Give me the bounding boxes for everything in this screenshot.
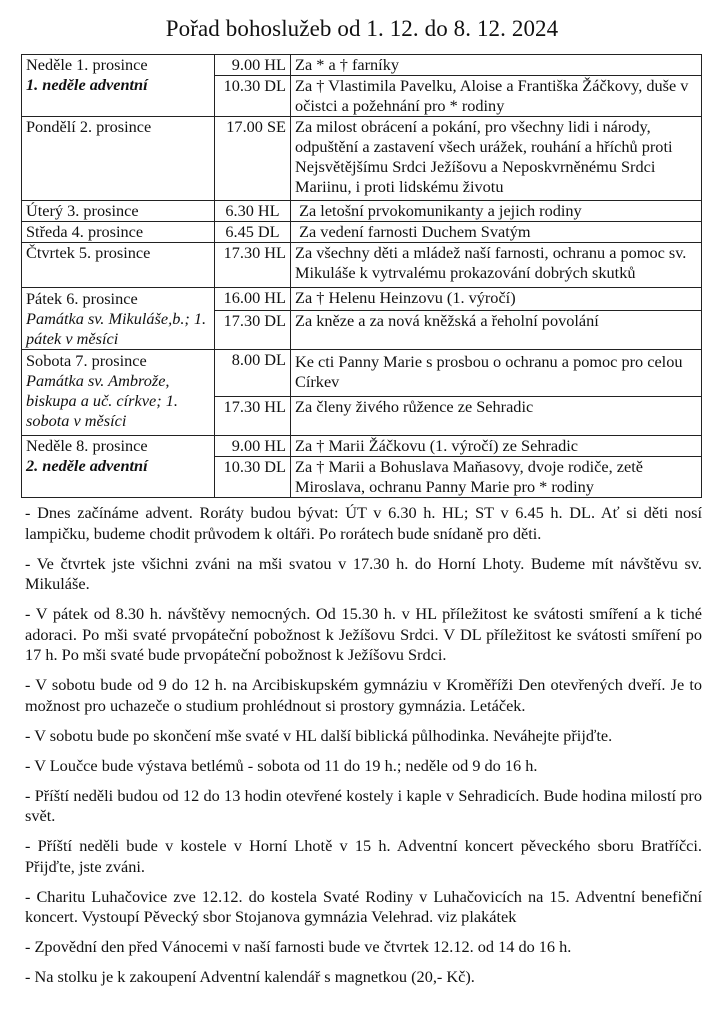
mass-intention: Za * a † farníky (291, 55, 702, 76)
mass-time: 9.00 HL (215, 436, 291, 457)
mass-time: 17.30 HL (215, 397, 291, 436)
mass-intention: Za milost obrácení a pokání, pro všechny lidi i národy, odpuštění a zastavení všech urážek, rouhání a hříchů proti Nejsvětějšímu Srdci Ježíšovu a Neposkvrněnému Srdci Mariinu, i proti lidskému životu (291, 117, 702, 201)
mass-time: 8.00 DL (215, 350, 291, 397)
table-row (22, 55, 702, 76)
day-label: Čtvrtek 5. prosince (26, 243, 151, 262)
mass-time: 17.30 DL (215, 310, 291, 349)
mass-intention: Za všechny děti a mládež naší farnosti, ochranu a pomoc sv. Mikuláše k vytrvalému prokazování dobrých skutků (291, 243, 702, 288)
announcement-item: - Na stolku je k zakoupení Adventní kalendář s magnetkou (20,- Kč). (25, 967, 475, 986)
day-label: Pátek 6. prosince (26, 289, 138, 308)
day-label: Neděle 1. prosince (26, 55, 148, 74)
mass-intention: Za letošní prvokomunikanty a jejich rodiny (291, 201, 702, 222)
announcements (25, 503, 702, 997)
table-row (22, 288, 702, 311)
table-row (22, 222, 702, 243)
mass-intention: Za členy živého růžence ze Sehradic (291, 397, 702, 436)
table-row (22, 243, 702, 288)
mass-schedule-table (21, 54, 702, 498)
mass-intention: Za † Helenu Heinzovu (1. výročí) (291, 288, 702, 311)
mass-intention: Za kněze a za nová kněžská a řeholní povolání (291, 310, 702, 349)
day-cell (22, 436, 215, 498)
mass-time: 17.00 SE (215, 117, 291, 201)
feast-label: Památka sv. Mikuláše,b.; 1. pátek v měsíci (26, 309, 207, 348)
announcement-item: - V sobotu bude od 9 do 12 h. na Arcibiskupském gymnáziu v Kroměříži Den otevřených dveří. Je to možnost pro uchazeče o studium prohlédnout si prostory gymnázia. Letáček. (25, 675, 702, 715)
day-cell (22, 350, 215, 436)
page-title: Pořad bohoslužeb od 1. 12. do 8. 12. 2024 (165, 16, 559, 41)
mass-time: 17.30 HL (215, 243, 291, 288)
mass-intention: Za † Vlastimila Pavelku, Aloise a Františka Žáčkovy, duše v očistci a požehnání pro * rodiny (291, 76, 702, 117)
mass-time: 10.30 DL (215, 76, 291, 117)
table-row (22, 436, 702, 457)
mass-time: 6.30 HL (215, 201, 291, 222)
mass-intention: Za † Marii Žáčkovu (1. výročí) ze Sehradic (291, 436, 702, 457)
day-label: Neděle 8. prosince (26, 436, 148, 455)
feast-label: 1. neděle adventní (26, 75, 148, 94)
day-label: Úterý 3. prosince (26, 201, 139, 220)
mass-intention: Ke cti Panny Marie s prosbou o ochranu a pomoc pro celou Církev (291, 350, 702, 397)
announcement-item: - Charitu Luhačovice zve 12.12. do kostela Svaté Rodiny v Luhačovicích na 15. Adventní benefiční koncert. Vystoupí Pěvecký sbor Stojanova gymnázia Velehrad. viz plakátek (25, 886, 702, 926)
day-cell (22, 201, 215, 222)
mass-intention: Za † Marii a Bohuslava Maňasovy, dvoje rodiče, zetě Miroslava, ochranu Panny Marie pro * rodiny (291, 457, 702, 498)
table-row (22, 350, 702, 397)
day-label: Středa 4. prosince (26, 222, 144, 241)
announcement-item: - V sobotu bude po skončení mše svaté v HL další biblická půlhodinka. Neváhejte přijďte. (25, 725, 613, 745)
day-cell (22, 243, 215, 288)
day-label: Sobota 7. prosince (26, 351, 147, 370)
table-row (22, 117, 702, 201)
announcement-item: - Příští neděli bude v kostele v Horní Lhotě v 15 h. Adventní koncert pěveckého sboru Bratříčci. Přijďte, jste zváni. (25, 836, 702, 876)
mass-time: 6.45 DL (215, 222, 291, 243)
feast-label: Památka sv. Ambrože, biskupa a uč. církve; 1. sobota v měsíci (26, 371, 178, 430)
mass-time: 9.00 HL (215, 55, 291, 76)
mass-time: 16.00 HL (215, 288, 291, 311)
announcement-item: - Zpovědní den před Vánocemi v naší farnosti bude ve čtvrtek 12.12. od 14 do 16 h. (25, 937, 572, 956)
day-cell (22, 55, 215, 117)
announcement-item: - V pátek od 8.30 h. návštěvy nemocných. Od 15.30 h. v HL příležitost ke svátosti smíření a k tiché adoraci. Po mši svaté prvopáteční pobožnost k Ježíšovu Srdci. V DL příležitost ke svátosti smíření po 17 h. Po mši svaté bude prvopáteční pobožnost k Ježíšovu Srdci. (25, 604, 702, 664)
day-label: Pondělí 2. prosince (26, 117, 152, 136)
table-row (22, 201, 702, 222)
mass-time: 10.30 DL (215, 457, 291, 498)
announcement-item: - Ve čtvrtek jste všichni zváni na mši svatou v 17.30 h. do Horní Lhoty. Budeme mít návštěvu sv. Mikuláše. (25, 553, 702, 593)
day-cell (22, 288, 215, 350)
mass-intention: Za vedení farnosti Duchem Svatým (291, 222, 702, 243)
announcement-item: - V Loučce bude výstava betlémů - sobota od 11 do 19 h.; neděle od 9 do 16 h. (25, 755, 538, 775)
announcement-item: - Dnes začínáme advent. Roráty budou bývat: ÚT v 6.30 h. HL; ST v 6.45 h. DL. Ať si děti nosí lampičku, budeme chodit průvodem k oltáři. Po rorátech bude snídaně pro děti. (25, 503, 702, 543)
day-cell (22, 117, 215, 201)
feast-label: 2. neděle adventní (26, 456, 148, 475)
announcement-item: - Příští neděli budou od 12 do 13 hodin otevřené kostely i kaple v Sehradicích. Bude hodina milostí pro svět. (25, 785, 702, 825)
day-cell (22, 222, 215, 243)
